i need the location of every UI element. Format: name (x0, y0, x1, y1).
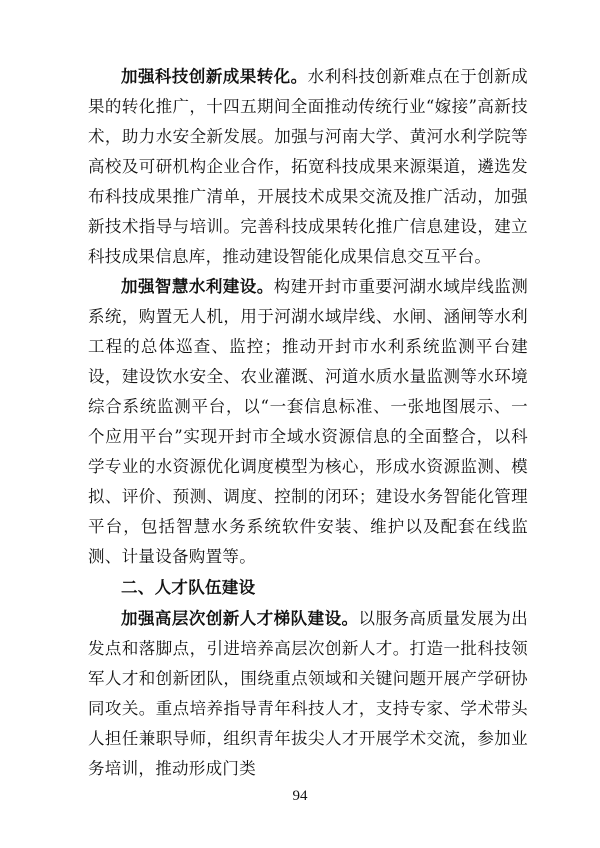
paragraph-lead: 加强智慧水利建设。 (121, 277, 274, 296)
paragraph-body: 构建开封市重要河湖水域岸线监测系统，购置无人机，用于河湖水域岸线、水闸、涵闸等水利工程的总体巡查、监控；推动开封市水利系统监测平台建设，建设饮水安全、农业灌溉、河道水质水量监测等水环境综合系统监测平台，以“一套信息标准、一张地图展示、一个应用平台”实现开封市全域水资源信息的全面整合，以科学专业的水资源优化调度模型为核心，形成水资源监测、模拟、评价、预测、调度、控制的闭环；建设水务智能化管理平台，包括智慧水务系统软件安装、维护以及配套在线监测、计量设备购置等。 (88, 277, 528, 566)
page-number: 94 (292, 788, 308, 804)
paragraph-lead: 加强科技创新成果转化。 (121, 67, 308, 86)
paragraph-tech-transfer (88, 62, 528, 272)
document-page (88, 62, 528, 784)
section-heading: 二、人才队伍建设 (121, 578, 256, 597)
paragraph-body: 以服务高质量发展为出发点和落脚点，引进培养高层次创新人才。打造一批科技领军人才和创新团队，围绕重点领域和关键问题开展产学研协同攻关。重点培养指导青年科技人才，支持专家、学术带头人担任兼职导师，组织青年拔尖人才开展学术交流，参加业务培训，推动形成门类 (88, 609, 529, 778)
paragraph-lead: 加强高层次创新人才梯队建设。 (121, 609, 359, 628)
paragraph-body: 水利科技创新难点在于创新成果的转化推广，十四五期间全面推动传统行业“嫁接”高新技术，助力水安全新发展。加强与河南大学、黄河水利学院等高校及可研机构企业合作，拓宽科技成果来源渠道，遴选发布科技成果推广清单，开展技术成果交流及推广活动，加强新技术指导与培训。完善科技成果转化推广信息建设，建立科技成果信息库，推动建设智能化成果信息交互平台。 (88, 67, 528, 266)
paragraph-talent (88, 604, 528, 784)
paragraph-smart-water (88, 272, 528, 572)
